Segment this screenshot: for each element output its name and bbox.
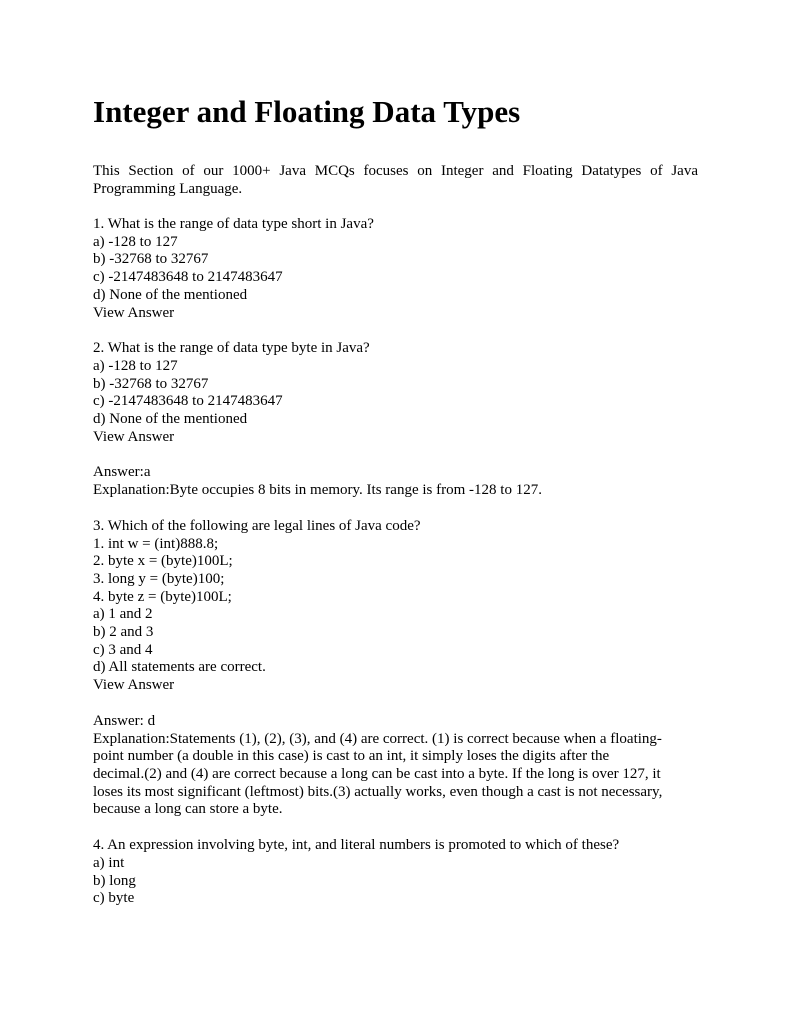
option-a: a) -128 to 127 xyxy=(93,233,178,250)
question-text: 1. What is the range of data type short in Java? xyxy=(93,216,374,232)
document-page xyxy=(93,94,698,926)
option-c: c) -2147483648 to 2147483647 xyxy=(93,269,283,286)
page-title: Integer and Floating Data Types xyxy=(93,94,521,129)
answer-3 xyxy=(93,713,698,819)
explanation-line-2: point number (a double in this case) is cast to an int, it simply loses the digits after the xyxy=(93,748,610,765)
question-2 xyxy=(93,340,698,446)
question-text: 4. An expression involving byte, int, and literal numbers is promoted to which of these? xyxy=(93,837,620,854)
option-b: b) 2 and 3 xyxy=(93,624,154,641)
answer-2 xyxy=(93,464,698,499)
option-a: a) int xyxy=(93,854,125,871)
option-c: c) byte xyxy=(93,890,135,907)
option-b: b) long xyxy=(93,872,136,889)
explanation-text: Explanation:Byte occupies 8 bits in memory. Its range is from -128 to 127. xyxy=(93,482,542,499)
view-answer-link[interactable]: View Answer xyxy=(93,677,175,694)
intro-paragraph: This Section of our 1000+ Java MCQs focuses on Integer and Floating Datatypes of Java Programming Language. xyxy=(93,163,698,197)
code-line-1: 1. int w = (int)888.8; xyxy=(93,535,219,552)
option-d: d) None of the mentioned xyxy=(93,411,248,428)
answer-text: Answer: d xyxy=(93,712,156,729)
explanation-line-3: decimal.(2) and (4) are correct because a long can be cast into a byte. If the long is over 127, it xyxy=(93,765,661,782)
question-text: 2. What is the range of data type byte in Java? xyxy=(93,340,370,357)
option-a: a) -128 to 127 xyxy=(93,357,178,374)
question-4 xyxy=(93,837,698,908)
question-text: 3. Which of the following are legal lines of Java code? xyxy=(93,517,421,534)
code-line-3: 3. long y = (byte)100; xyxy=(93,570,225,587)
explanation-line-1: Explanation:Statements (1), (2), (3), and (4) are correct. (1) is correct because when a floating- xyxy=(93,730,662,747)
question-1 xyxy=(93,216,698,322)
explanation-line-5: because a long can store a byte. xyxy=(93,801,283,818)
option-c: c) -2147483648 to 2147483647 xyxy=(93,393,283,410)
answer-text: Answer:a xyxy=(93,464,151,481)
explanation-line-4: loses its most significant (leftmost) bits.(3) actually works, even though a cast is not necessary, xyxy=(93,783,663,800)
code-line-4: 4. byte z = (byte)100L; xyxy=(93,588,232,605)
option-d: d) None of the mentioned xyxy=(93,286,248,303)
view-answer-link[interactable]: View Answer xyxy=(93,304,175,321)
option-d: d) All statements are correct. xyxy=(93,659,266,676)
view-answer-link[interactable]: View Answer xyxy=(93,428,175,445)
question-3 xyxy=(93,518,698,695)
option-c: c) 3 and 4 xyxy=(93,641,153,658)
option-b: b) -32768 to 32767 xyxy=(93,375,209,392)
option-a: a) 1 and 2 xyxy=(93,606,153,623)
code-line-2: 2. byte x = (byte)100L; xyxy=(93,553,233,570)
option-b: b) -32768 to 32767 xyxy=(93,251,209,268)
